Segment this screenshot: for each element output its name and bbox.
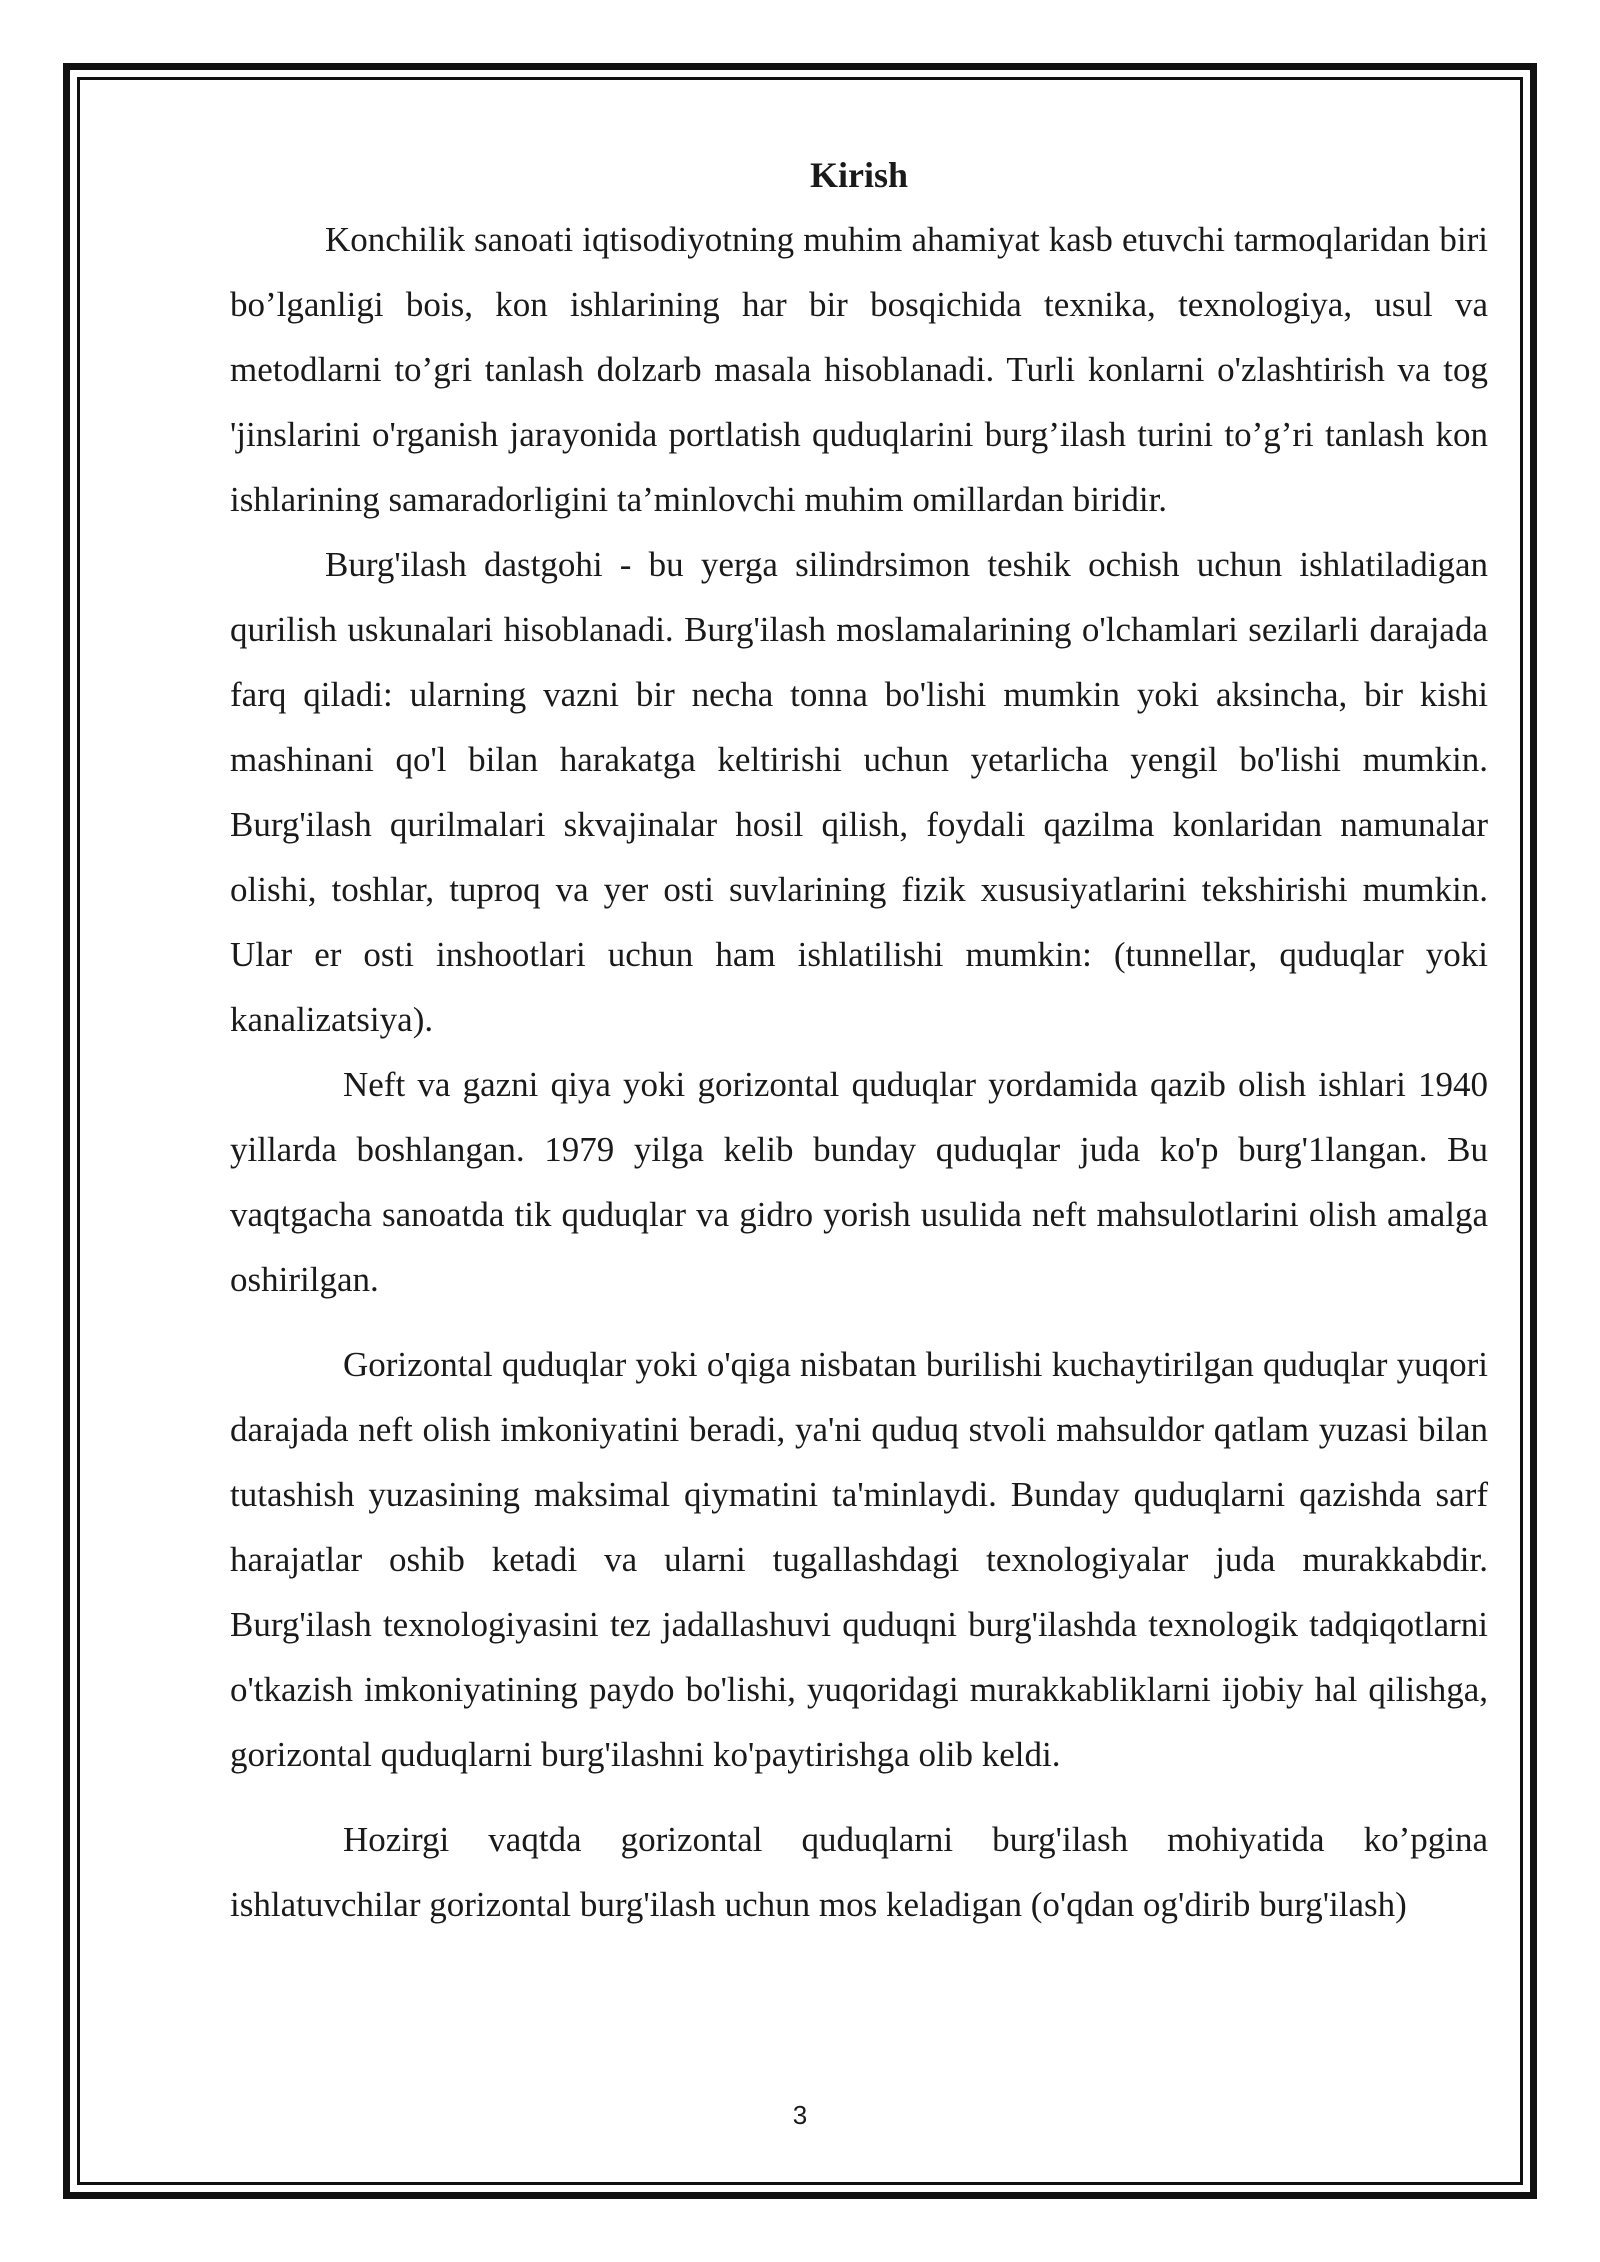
paragraph-horizontal-wells: Gorizontal quduqlar yoki o'qiga nisbatan burilishi kuchaytirilgan quduqlar yuqori darajada neft olish imkoniyatini beradi, ya'ni quduq stvoli mahsuldor qatlam yuzasi bilan tutashish yuzasining maksimal qiymatini ta'minlaydi. Bunday quduqlarni qazishda sarf harajatlar oshib ketadi va ularni tugallashdagi texnologiyalar juda murakkabdir. Burg'ilash texnologiyasini tez jadallashuvi quduqni burg'ilashda texnologik tadqiqotlarni o'tkazish imkoniyatining paydo bo'lishi, yuqoridagi murakkabliklarni ijobiy hal qilishga, gorizontal quduqlarni burg'ilashni ko'paytirishga olib keldi.	[230, 1345, 1488, 1774]
paragraph-intro: Konchilik sanoati iqtisodiyotning muhim ahamiyat kasb etuvchi tarmoqlaridan biri bo’lganligi bois, kon ishlarining har bir bosqichida texnika, texnologiya, usul va metodlarni to’gri tanlash dolzarb masala hisoblanadi. Turli konlarni o'zlashtirish va tog 'jinslarini o'rganish jarayonida portlatish quduqlarini burg’ilash turini to’g’ri tanlash kon ishlarining samaradorligini ta’minlovchi muhim omillardan biridir.	[230, 220, 1488, 519]
paragraph-drilling-rig: Burg'ilash dastgohi - bu yerga silindrsimon teshik ochish uchun ishlatiladigan qurilish uskunalari hisoblanadi. Burg'ilash moslamalarining o'lchamlari sezilarli darajada farq qiladi: ularning vazni bir necha tonna bo'lishi mumkin yoki aksincha, bir kishi mashinani qo'l bilan harakatga keltirishi uchun yetarlicha yengil bo'lishi mumkin. Burg'ilash qurilmalari skvajinalar hosil qilish, foydali qazilma konlaridan namunalar olishi, toshlar, tuproq va yer osti suvlarining fizik xususiyatlarini tekshirishi mumkin. Ular er osti inshootlari uchun ham ishlatilishi mumkin: (tunnellar, quduqlar yoki kanalizatsiya).	[230, 545, 1488, 1039]
page-number: 3	[792, 2100, 808, 2130]
paragraph-current-practice: Hozirgi vaqtda gorizontal quduqlarni burg'ilash mohiyatida ko’pgina ishlatuvchilar gorizontal burg'ilash uchun mos keladigan (o'qdan og'dirib burg'ilash)	[230, 1820, 1488, 1924]
section-title: Kirish	[809, 155, 908, 195]
paragraph-history: Neft va gazni qiya yoki gorizontal quduqlar yordamida qazib olish ishlari 1940 yillarda boshlangan. 1979 yilga kelib bunday quduqlar juda ko'p burg'1langan. Bu vaqtgacha sanoatda tik quduqlar va gidro yorish usulida neft mahsulotlarini olish amalga oshirilgan.	[230, 1065, 1488, 1299]
document-body	[230, 148, 1488, 1937]
